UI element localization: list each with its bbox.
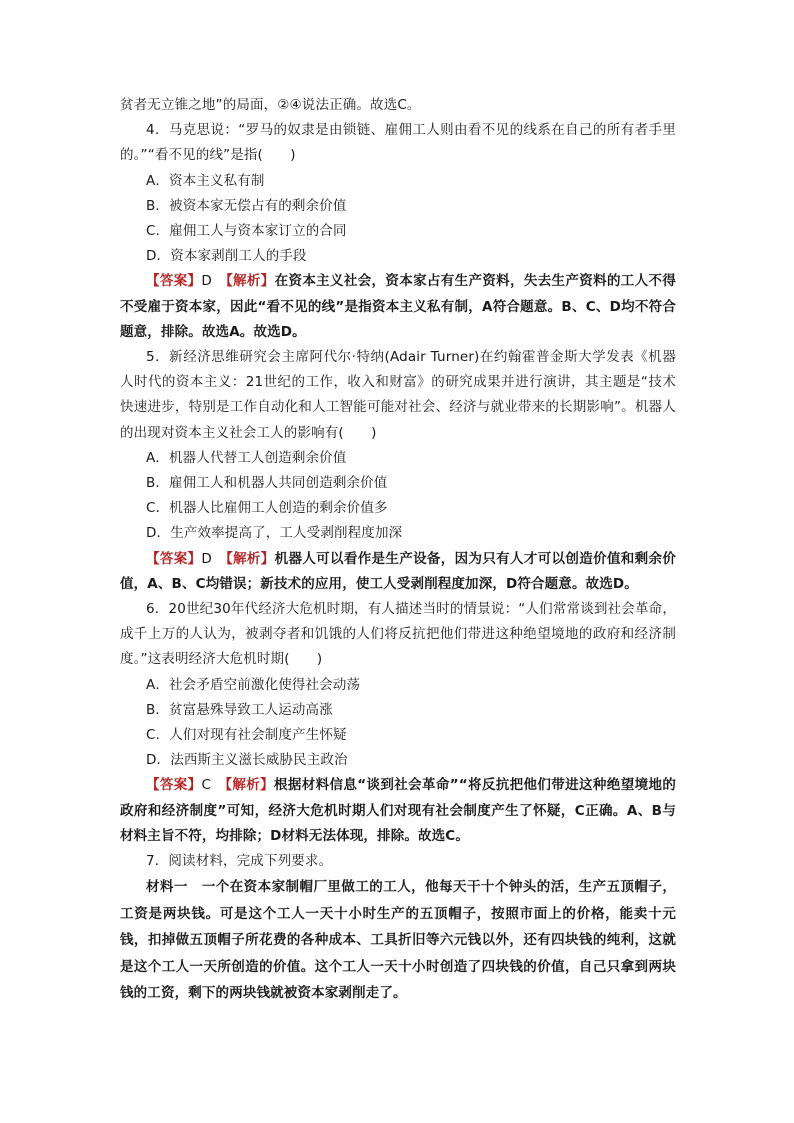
question-6-option-b: B．贫富悬殊导致工人运动高涨 [146,701,333,718]
question-5-answer [120,547,676,597]
answer-value: D [201,550,212,567]
answer-tag: 【答案】 [146,777,202,794]
answer-value: D [201,273,212,290]
question-6-answer [120,773,676,849]
question-6-stem: 6．20世纪30年代经济大危机时期，有人描述当时的情景说：“人们常常谈到社会革命，成千上万的人认为，被剥夺者和饥饿的人们将反抗把他们带进这种绝望境地的政府和经济制度。”这表明经济大危机时期( ) [120,601,676,668]
answer-value: C [201,777,212,794]
question-6-option-d: D．法西斯主义滋长威胁民主政治 [146,752,348,769]
analysis-text: 根据材料信息“谈到社会革命”“将反抗把他们带进这种绝望境地的政府和经济制度”可知，经济大危机时期人们对现有社会制度产生了怀疑，C正确。A、B与材料主旨不符，均排除；D材料无法体现，排除。故选C。 [120,777,676,844]
question-4-stem: 4．马克思说：“罗马的奴隶是由锁链、雇佣工人则由看不见的线系在自己的所有者手里的。”“看不见的线”是指( ) [120,122,676,164]
question-4-answer [120,269,676,345]
intro-text: 贫者无立锥之地”的局面，②④说法正确。故选C。 [120,97,421,113]
question-5-option-a: A．机器人代替工人创造剩余价值 [146,449,347,466]
question-4-option-a: A．资本主义私有制 [146,172,265,189]
question-5-stem: 5．新经济思维研究会主席阿代尔·特纳(Adair Turner)在约翰霍普金斯大学发表《机器人时代的资本主义：21世纪的工作，收入和财富》的研究成果并进行演讲，其主题是“技术快速进步，特别是工作自动化和人工智能可能对社会、经济与就业带来的长期影响”。机器人的出现对资本主义社会工人的影响有( ) [120,349,676,441]
analysis-text: 在资本主义社会，资本家占有生产资料，失去生产资料的工人不得不受雇于资本家，因此“看不见的线”是指资本主义私有制，A符合题意。B、C、D均不符合题意，排除。故选A。故选D。 [120,273,676,340]
analysis-tag: 【解析】 [225,273,275,290]
question-4-option-c: C．雇佣工人与资本家订立的合同 [146,223,347,240]
question-6-option-a: A．社会矛盾空前激化使得社会动荡 [146,676,361,693]
analysis-tag: 【解析】 [225,550,275,567]
analysis-text: 机器人可以看作是生产设备，因为只有人才可以创造价值和剩余价值，A、B、C均错误；新技术的应用，使工人受剥削程度加深，D符合题意。故选D。 [120,550,676,592]
document-page [120,93,676,1007]
question-4-option-d: D．资本家剥削工人的手段 [146,248,307,265]
question-4-option-b: B．被资本家无偿占有的剩余价值 [146,197,347,214]
answer-tag: 【答案】 [146,273,202,290]
question-7-material: 材料一 一个在资本家制帽厂里做工的工人，他每天干十个钟头的活，生产五顶帽子，工资是两块钱。可是这个工人一天十小时生产的五顶帽子，按照市面上的价格，能卖十元钱，扣掉做五顶帽子所花费的各种成本、工具折旧等六元钱以外，还有四块钱的纯利，这就是这个工人一天所创造的价值。这个工人一天十小时创造了四块钱的价值，自己只拿到两块钱的工资，剩下的两块钱就被资本家剥削走了。 [120,879,676,1002]
question-5-option-c: C．机器人比雇佣工人创造的剩余价值多 [146,500,388,517]
analysis-tag: 【解析】 [225,777,274,794]
question-7-stem: 7．阅读材料，完成下列要求。 [146,853,333,870]
question-5-option-d: D．生产效率提高了，工人受剥削程度加深 [146,525,403,542]
answer-tag: 【答案】 [146,550,202,567]
question-6-option-c: C．人们对现有社会制度产生怀疑 [146,727,347,744]
question-5-option-b: B．雇佣工人和机器人共同创造剩余价值 [146,475,388,492]
